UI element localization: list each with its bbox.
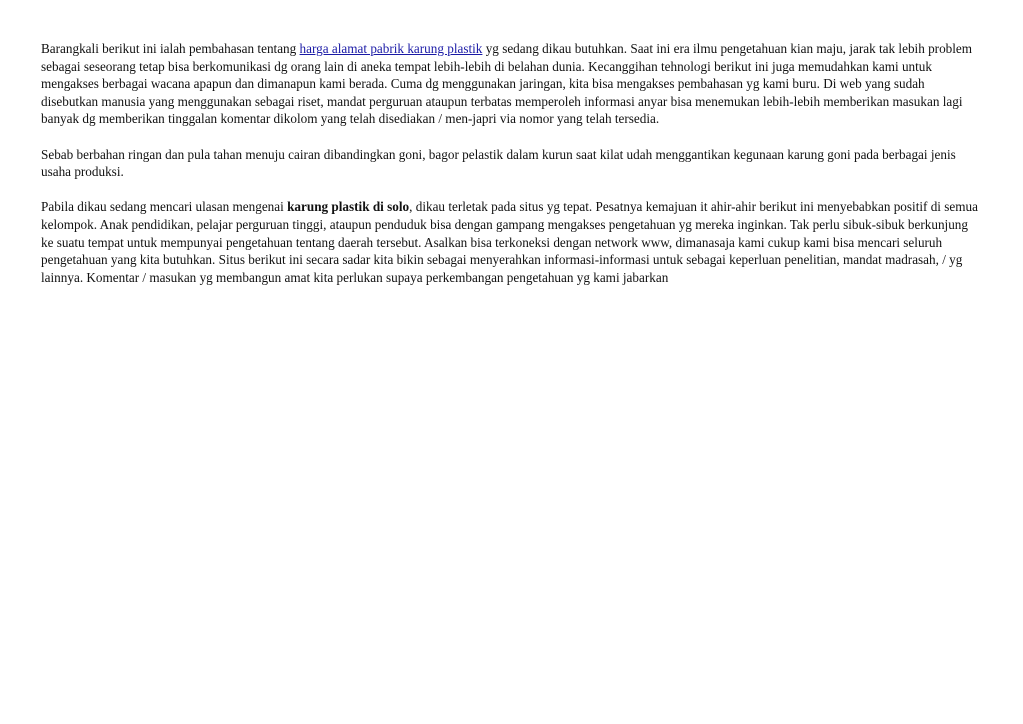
paragraph-bagor: Sebab berbahan ringan dan pula tahan menuju cairan dibandingkan goni, bagor pelastik dalam kurun saat kilat udah menggantikan kegunaan karung goni pada berbagai jenis usaha produksi.: [41, 146, 956, 180]
paragraph-solo-text-end: , dikau terletak pada situs yg tepat. Pesatnya kemajuan it ahir-ahir berikut ini menyebabkan positif di semua kelompok. Anak pendidikan, pelajar perguruan tinggi, ataupun penduduk bisa dengan gampang mengakses pengetahuan yg mereka inginkan. Tak perlu sibuk-sibuk berkunjung ke suatu tempat untuk mempunyai pengetahuan tentang daerah tersebut. Asalkan bisa terkoneksi dengan network www, dimanasaja kami cukup kami bisa mencari seluruh pengetahuan yang kita butuhkan. Situs berikut ini secara sadar kita bikin sebagai menyerahkan informasi-informasi untuk sebagai keperluan penelitian, mandat madrasah, / yg lainnya. Komentar / masukan yg membangun amat kita perlukan supaya perkembangan pengetahuan yg kami jabarkan: [41, 199, 978, 285]
karung-plastik-solo-keyword: karung plastik di solo: [287, 199, 410, 215]
harga-alamat-pabrik-link[interactable]: harga alamat pabrik karung plastik: [299, 41, 483, 56]
paragraph-intro: [41, 40, 981, 128]
paragraph-intro-text-end: yg sedang dikau butuhkan. Saat ini era ilmu pengetahuan kian maju, jarak tak lebih problem sebagai seseorang tetap bisa berkomunikasi dg orang lain di aneka tempat lebih-lebih di belahan dunia. Kecanggihan tehnologi berikut ini juga memudahkan kami untuk mengakses berbagai wacana apapun dan dimanapun kami berada. Cuma dg menggunakan jaringan, kita bisa mengakses pembahasan yg kami buru. Di web yang sudah disebutkan manusia yang menggunakan sebagai riset, mandat perguruan ataupun terbatas memperoleh informasi anyar bisa menemukan lebih-lebih memberikan masukan lagi banyak dg memberikan tinggalan komentar dikolom yang telah disediakan / men-japri via nomor yang telah tersedia.: [41, 41, 973, 127]
paragraph-solo-text-start: Pabila dikau sedang mencari ulasan mengenai: [41, 199, 288, 215]
paragraph-intro-text-start: Barangkali berikut ini ialah pembahasan tentang: [41, 41, 300, 56]
paragraph-karung-solo: [41, 198, 981, 286]
document-page: [41, 40, 981, 304]
